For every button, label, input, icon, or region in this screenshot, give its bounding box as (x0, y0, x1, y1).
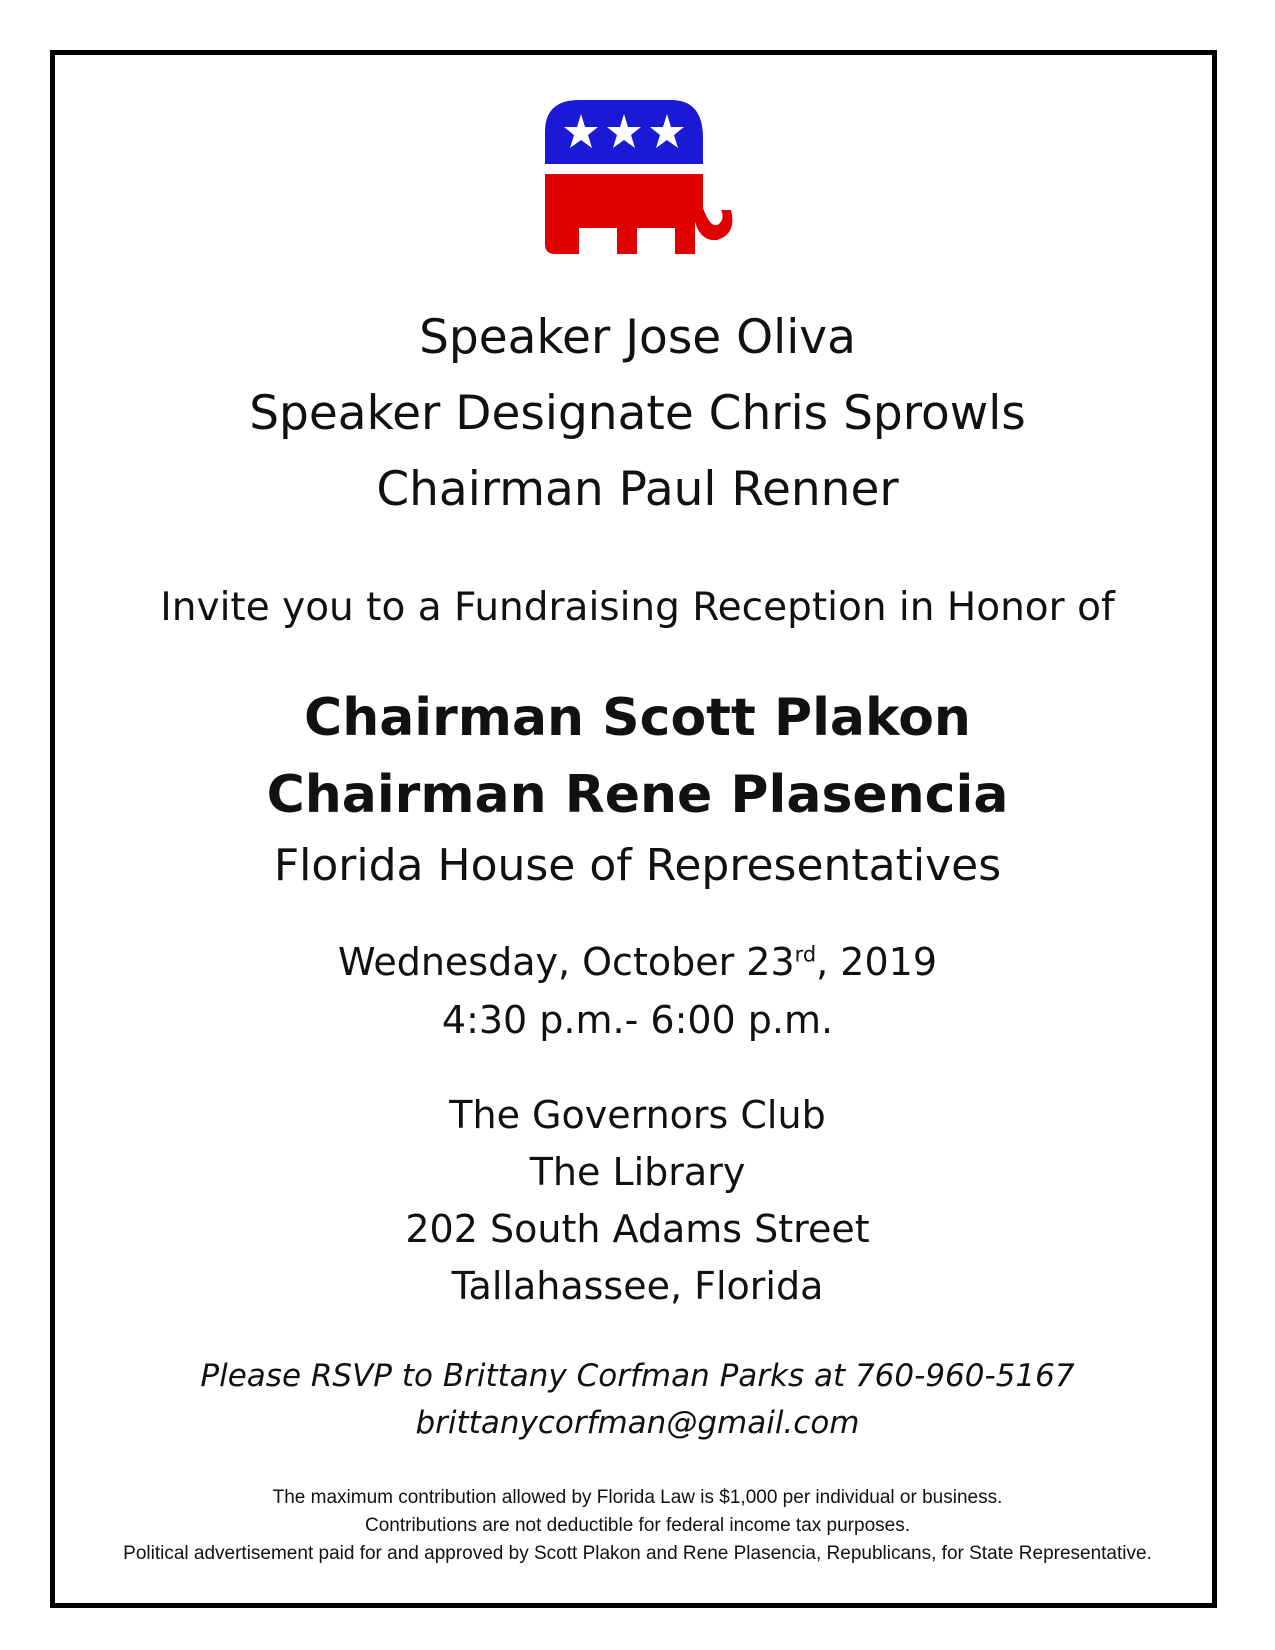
disclaimer-3: Political advertisement paid for and approved by Scott Plakon and Rene Plasencia, Republicans, for State Representative. (123, 1543, 1152, 1564)
venue-street: 202 South Adams Street (405, 1207, 870, 1251)
invite-text: Invite you to a Fundraising Reception in Honor of (160, 585, 1115, 630)
venue-room: The Library (529, 1150, 746, 1194)
disclaimer-2: Contributions are not deductible for federal income tax purposes. (365, 1515, 910, 1536)
host-2: Speaker Designate Chris Sprowls (249, 386, 1026, 441)
chamber-name: Florida House of Representatives (273, 840, 1002, 891)
disclaimer-1: The maximum contribution allowed by Florida Law is $1,000 per individual or business. (272, 1487, 1003, 1508)
host-3: Chairman Paul Renner (376, 462, 899, 517)
venue-name: The Governors Club (449, 1093, 826, 1137)
event-date: Wednesday, October 23rd, 2019 (337, 940, 938, 984)
republican-elephant-icon (545, 100, 745, 260)
honoree-1: Chairman Scott Plakon (304, 688, 971, 748)
venue-city: Tallahassee, Florida (451, 1264, 824, 1308)
rsvp-line: Please RSVP to Brittany Corfman Parks at 760-960-5167 (200, 1358, 1075, 1394)
event-time: 4:30 p.m.- 6:00 p.m. (441, 998, 834, 1042)
rsvp-email[interactable]: brittanycorfman@gmail.com (415, 1405, 860, 1441)
host-1: Speaker Jose Oliva (419, 310, 856, 365)
honoree-2: Chairman Rene Plasencia (266, 765, 1009, 825)
